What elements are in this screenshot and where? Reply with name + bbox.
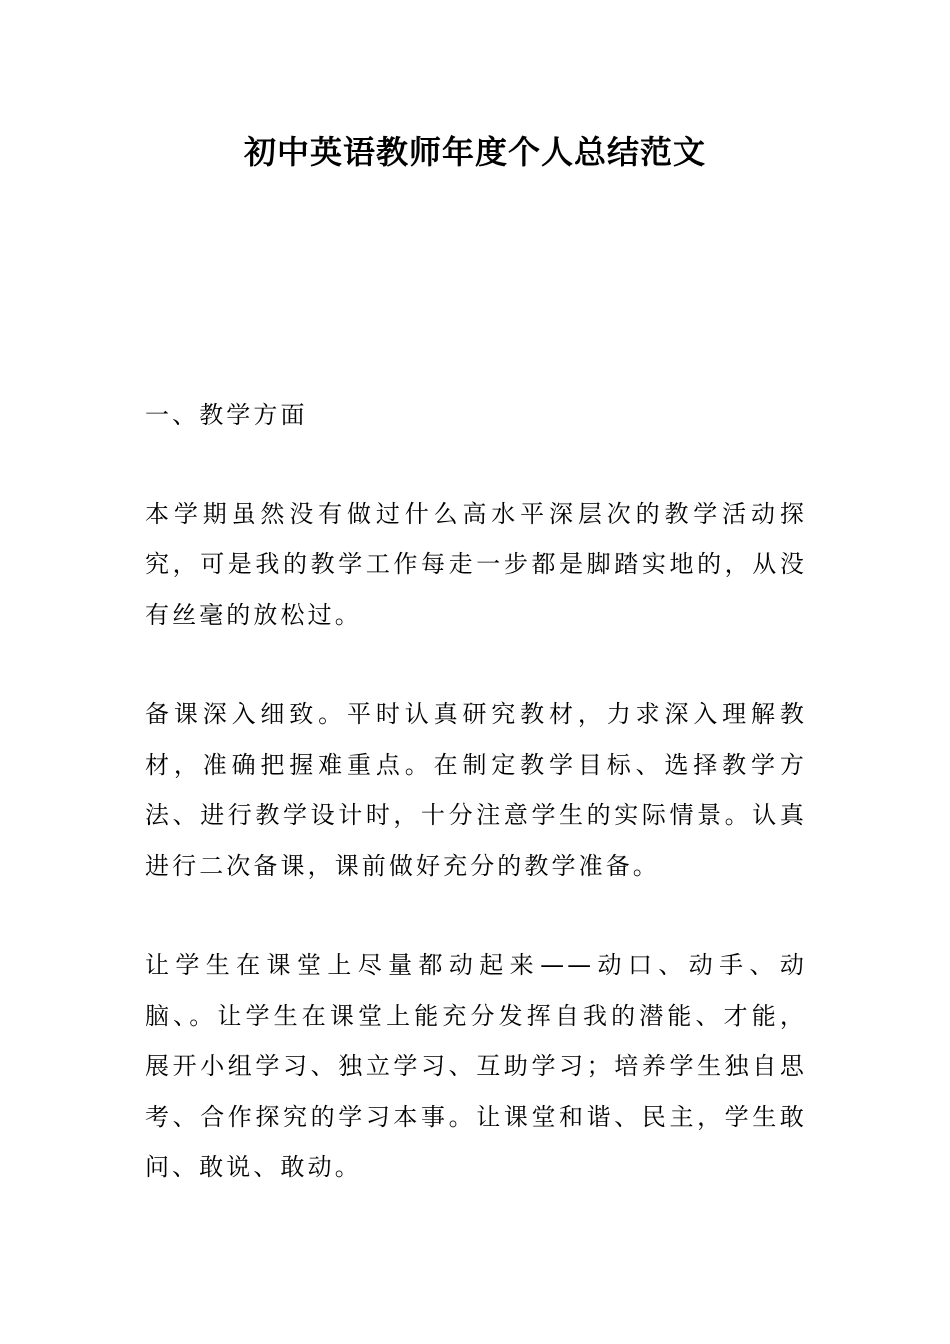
section-heading: 一、教学方面 bbox=[145, 401, 308, 429]
paragraph-3: 让学生在课堂上尽量都动起来——动口、动手、动脑、。让学生在课堂上能充分发挥自我的潜能、才能，展开小组学习、独立学习、互助学习；培养学生独自思考、合作探究的学习本事。让课堂和谐、民主，学生敢问、敢说、敢动。 bbox=[145, 951, 807, 1181]
document-body bbox=[145, 390, 807, 1242]
paragraph-2: 备课深入细致。平时认真研究教材，力求深入理解教材，准确把握难重点。在制定教学目标、选择教学方法、进行教学设计时，十分注意学生的实际情景。认真进行二次备课，课前做好充分的教学准备。 bbox=[145, 700, 807, 880]
paragraph-1: 本学期虽然没有做过什么高水平深层次的教学活动探究，可是我的教学工作每走一步都是脚踏实地的，从没有丝毫的放松过。 bbox=[145, 499, 807, 629]
document-title: 初中英语教师年度个人总结范文 bbox=[243, 133, 706, 171]
